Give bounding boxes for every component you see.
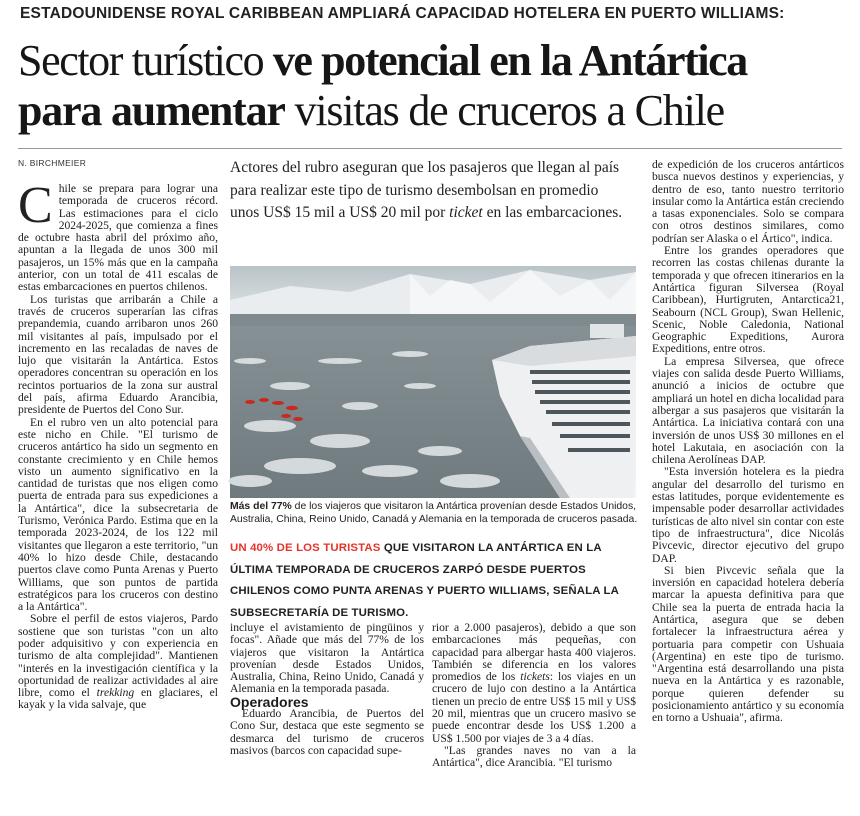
section-heading: Operadores <box>230 693 309 710</box>
article-column-2 <box>230 622 424 757</box>
paragraph-text: hile se prepara para lograr una temporada de cruceros récord. Las estimaciones para el ciclo 2024-2025, que comienza a fines de octubre hasta abril del próximo año, apuntan a la llegada de unos 300 mil pasajeros, un 15% más que en la campaña anterior, con un total de 411 escalas de estas embarcaciones en puertos chilenos. <box>18 182 218 294</box>
kicker: ESTADOUNIDENSE ROYAL CARIBBEAN AMPLIARÁ CAPACIDAD HOTELERA EN PUERTO WILLIAMS: <box>20 5 785 22</box>
paragraph: En el rubro ven un alto potencial para este nicho en Chile. "El turismo de cruceros antártico ha sido un segmento en constante crecimiento y en Chile hemos visto un aumento significativo en la cantidad de turistas que nos eligen como puerta de entrada para sus expediciones a la Antártica", dice la subsecretaria de Turismo, Verónica Pardo. Estima que en la temporada 2023-2024, de los 122 mil visitantes que llegaron a este territorio, "un 40% lo hizo desde Chile, destacando puertos clave como Punta Arenas y Puerto Williams, que son puntos de partida estratégicos para los cruceros con destino a la Antártica". <box>18 415 218 614</box>
paragraph: "Esta inversión hotelera es la piedra angular del desarrollo del turismo en estas latitudes, porque evidentemente es impensable poder desarrollar actividades turísticas de alto nivel sin contar con este tipo de infraestructura", dice Nicolás Pivcevic, director ejecutivo del grupo DAP. <box>652 465 844 565</box>
deck-text-end: en las embarcaciones. <box>482 204 623 221</box>
headline-line-1-regular: Sector turístico <box>18 36 273 85</box>
paragraph: Si bien Pivcevic señala que la inversión en capacidad hotelera debería marcar la apuesta definitiva para que Chile sea la puerta de entrada hacia la Antártica, asegura que se deben fortalecer la infraestructura aérea y portuaria para competir con Ushuaia (Argentina) en este tipo de turismo. "Argentina está desarrollando una pista nueva en la Antártica y es razonable, porque quieren defender su posicionamiento antártico y su economía en torno a Ushuaia", afirma. <box>652 563 844 725</box>
paragraph-text: Sobre el perfil de estos viajeros, Pardo sostiene que son turistas "con un alto poder adquisitivo y con experiencia en turismo de alta complejidad". Mantienen "interés en la investigación científica y la oportunidad de realizar actividades al aire libre, como el <box>18 612 218 700</box>
caption-bold: Más del 77% <box>230 501 292 512</box>
paragraph: Eduardo Arancibia, de Puertos del Cono Sur, destaca que este segmento se desmarca del turismo de cruceros masivos (barcos con capacidad supe- <box>230 707 424 757</box>
paragraph-text: rior a 2.000 pasajeros), debido a que son embarcaciones más pequeñas, con capacidad para albergar hasta 400 viajeros. También se diferencia en los valores promedios de los <box>432 621 636 684</box>
paragraph: La empresa Silversea, que ofrece viajes con salida desde Puerto Williams, anunció a inicios de octubre que ampliará un hotel en dicha localidad para albergar a sus pasajeros que visitarán la Antártica. La iniciativa contará con una inversión de unos US$ 30 millones en el hotel Lakutaia, en asociación con la chilena Aerolíneas DAP. <box>652 354 844 467</box>
paragraph: Entre los grandes operadores que recorren las costas chilenas durante la temporada y que ofrecen itinerarios en la Antártica figuran Silversea (Royal Caribbean), Hurtigruten, Antarctica21, Seabourn (NCL Group), Swan Hellenic, Scenic, Noble Caledonia, National Geographic Expeditions, Aurora Expeditions, entre otros. <box>652 244 844 356</box>
article-column-3 <box>432 622 636 770</box>
paragraph <box>18 613 218 711</box>
paragraph: de expedición de los cruceros antárticos busca nuevos destinos y experiencias, y dentro de eso, tanto nuestro territorio insular como la Antártica están creciendo a tasas exponenciales. Solo se compara con otros destinos similares, como podrían ser Alaska o el Ártico", indica. <box>652 158 844 245</box>
deck-italic: ticket <box>449 204 483 221</box>
italic-term: trekking <box>96 686 135 700</box>
photo-caption <box>230 500 638 526</box>
drop-cap: C <box>18 177 53 234</box>
pull-quote <box>230 538 636 624</box>
paragraph <box>18 177 218 294</box>
photo-credit: SILVERSEA <box>634 480 640 518</box>
italic-term: tickets <box>520 670 550 684</box>
headline-line-1-bold: ve potencial en la Antártica <box>272 36 747 85</box>
article-column-4 <box>652 159 844 725</box>
pull-quote-text: QUE VISITARON LA ANTÁRTICA EN LA ÚLTIMA TEMPORADA DE CRUCEROS ZARPÓ DESDE PUERTOS CHILENOS COMO PUNTA ARENAS Y PUERTO WILLIAMS, SEÑALA LA SUBSECRETARÍA DE TURISMO. <box>230 542 619 619</box>
headline-line-1 <box>18 36 848 86</box>
paragraph-text: : los viajes en un crucero de lujo con destino a la Antártica tienen un precio de entre US$ 15 mil y US$ 20 mil, mientras que un crucero masivo se puede encontrar desde los US$ 1.200 a US$ 1.500 por viajes de 3 a 4 días. <box>432 670 636 745</box>
pull-quote-highlight: UN 40% DE LOS TURISTAS <box>230 542 381 554</box>
article-column-1 <box>18 177 218 712</box>
headline-line-2-bold: para aumentar <box>18 86 285 135</box>
antarctic-cruise-illustration <box>230 266 636 498</box>
paragraph-text: en glaciares, el kayak y la vida salvaje, que <box>18 686 218 712</box>
paragraph: "Las grandes naves no van a la Antártica", dice Arancibia. "El turismo <box>432 743 636 770</box>
deck-text: Actores del rubro aseguran que los pasajeros que llegan al país para realizar este tipo de turismo desembolsan en promedio unos US$ 15 mil a US$ 20 mil por <box>230 159 620 221</box>
paragraph <box>432 622 636 745</box>
paragraph: incluye el avistamiento de pingüinos y focas". Añade que más del 77% de los viajeros que visitaron la Antártica provenían desde Estados Unidos, Australia, China, Reino Unido, Canadá y Alemania en la temporada pasada. <box>230 621 424 696</box>
byline: N. BIRCHMEIER <box>18 158 87 168</box>
caption-text: de los viajeros que visitaron la Antártica provenían desde Estados Unidos, Australia, China, Reino Unido, Canadá y Alemania en la temporada de cruceros pasada. <box>230 501 638 525</box>
headline-line-2-regular: visitas de cruceros a Chile <box>284 86 724 135</box>
headline-line-2 <box>18 86 848 136</box>
headline-rule <box>18 148 842 149</box>
paragraph: Los turistas que arribarán a Chile a través de cruceros superarían las cifras prepandemia, cuando arribaron unos 260 mil visitantes al país, impulsado por el incremento en las recaladas de naves de lujo que visitarán la Antártica. Estos operadores concentran su operación en los recintos portuarios de la zona sur austral del país, afirma Eduardo Arancibia, presidente de Puertos del Cono Sur. <box>18 292 218 417</box>
deck-subtitle <box>230 157 630 225</box>
